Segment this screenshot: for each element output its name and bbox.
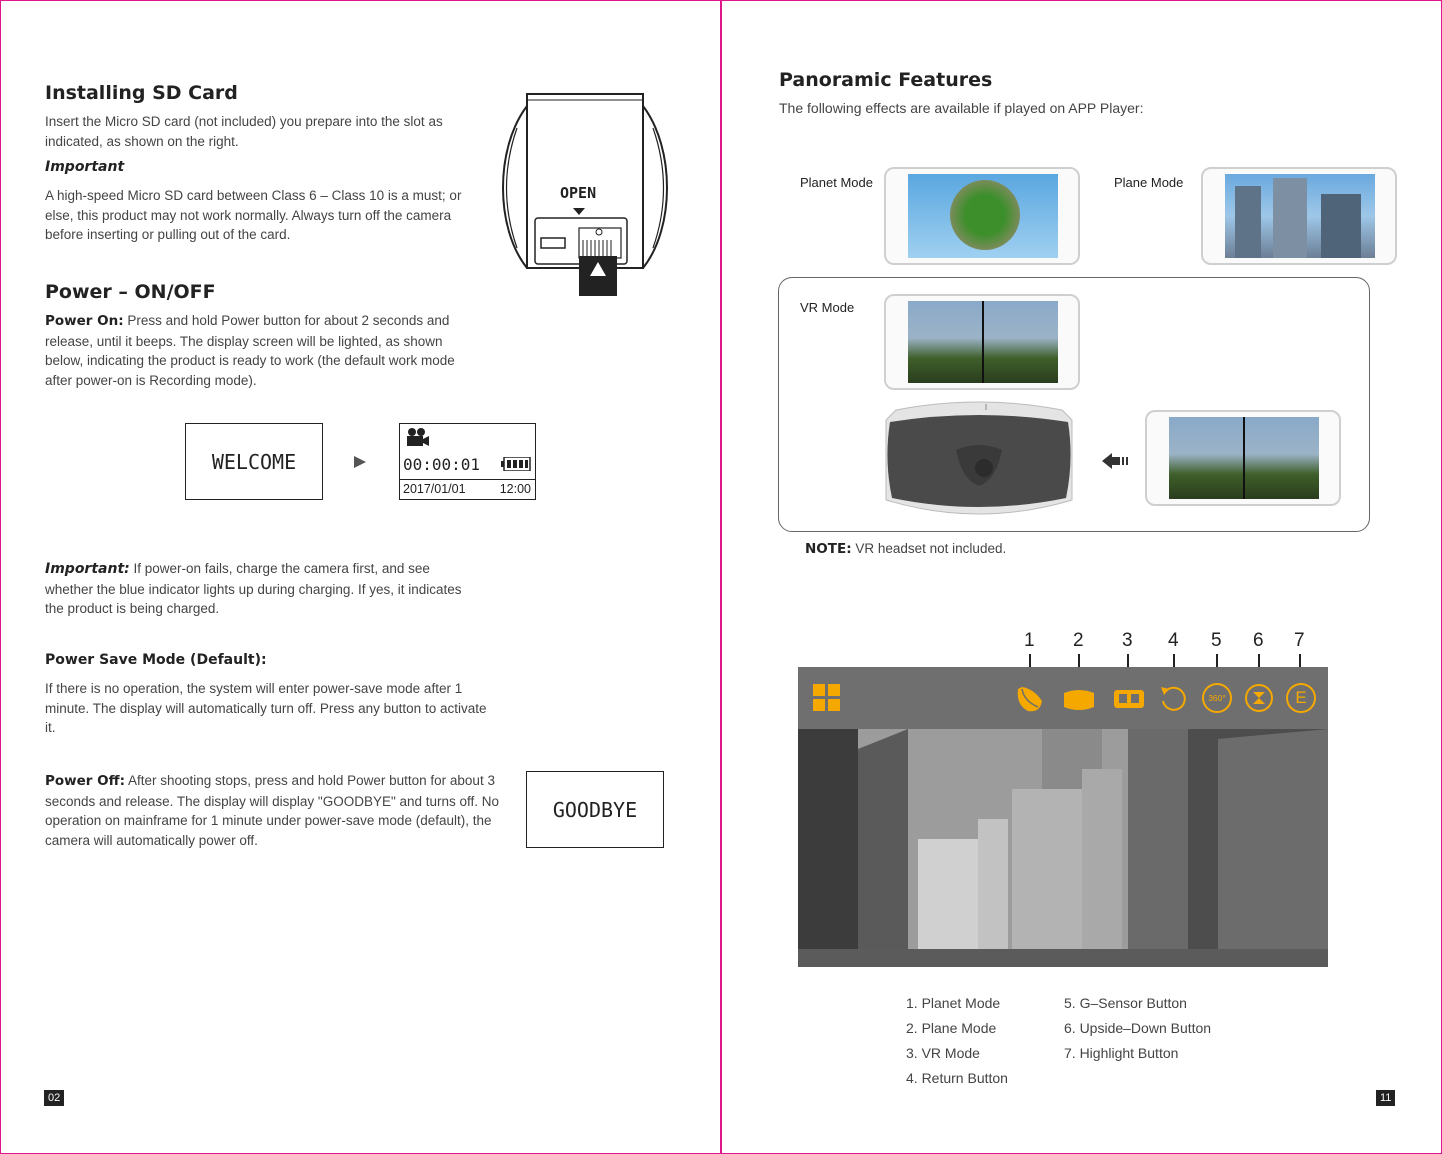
power-off-label: Power Off: xyxy=(45,773,125,789)
lcd-clock: 12:00 xyxy=(499,482,531,496)
open-label: OPEN xyxy=(560,184,597,202)
important-text: A high-speed Micro SD card between Class 6 – Class 10 is a must; or else, this product may not work normally. Always turn off the camera before inserting or pulling out of the card. xyxy=(45,188,462,242)
recording-display xyxy=(399,423,536,500)
power-save-text: If there is no operation, the system will enter power-save mode after 1 minute. The display will automatically turn off. Press any button to activate it. xyxy=(45,681,487,735)
legend-item: 4. Return Button xyxy=(906,1070,1008,1086)
arrow-left-icon xyxy=(1100,451,1130,471)
plane-mode-screen xyxy=(1225,174,1375,258)
plane-mode-label: Plane Mode xyxy=(1114,175,1184,190)
callout-4: 4 xyxy=(1168,630,1179,651)
city-panorama-image xyxy=(798,729,1328,967)
panoramic-intro: The following effects are available if played on APP Player: xyxy=(779,100,1144,116)
power-on-paragraph xyxy=(45,311,475,390)
vr-headset-illustration xyxy=(876,400,1082,522)
important2-paragraph xyxy=(45,559,475,619)
goodbye-display xyxy=(526,771,664,848)
page-number-left: 02 xyxy=(44,1090,64,1106)
planet-image xyxy=(950,180,1020,250)
callout-3: 3 xyxy=(1122,630,1133,651)
vr-mode-screen-2 xyxy=(1169,417,1319,499)
callout-7: 7 xyxy=(1294,630,1305,651)
note-text: VR headset not included. xyxy=(851,541,1007,556)
page-number-right: 11 xyxy=(1376,1090,1395,1106)
plane-icon[interactable] xyxy=(1062,683,1096,713)
legend-item: 6. Upside–Down Button xyxy=(1064,1020,1212,1036)
legend-column-1 xyxy=(906,991,1008,1091)
return-icon[interactable] xyxy=(1158,683,1188,713)
legend-column-2 xyxy=(1064,991,1211,1066)
vr-mode-phone xyxy=(884,294,1080,390)
legend-item: 1. Planet Mode xyxy=(906,995,1001,1011)
power-on-label: Power On: xyxy=(45,313,124,329)
note-paragraph xyxy=(805,539,1006,560)
gsensor-360-icon[interactable]: 360° xyxy=(1202,683,1232,713)
legend-item: 7. Highlight Button xyxy=(1064,1045,1179,1061)
lcd-time: 00:00:01 xyxy=(403,455,481,474)
power-off-text: After shooting stops, press and hold Power button for about 3 seconds and release. The display will display "GOODBYE" and turns off. No operation on mainframe for 1 minute under power-save mode (default), the camera will automatically power off. xyxy=(45,773,500,848)
plane-mode-phone xyxy=(1201,167,1397,265)
legend-item: 3. VR Mode xyxy=(906,1045,980,1061)
center-divider xyxy=(720,0,722,1154)
legend-item: 5. G–Sensor Button xyxy=(1064,995,1187,1011)
note-label: NOTE: xyxy=(805,541,852,557)
vr-mode-label: VR Mode xyxy=(800,300,855,315)
power-off-paragraph xyxy=(45,771,505,850)
grid-icon[interactable] xyxy=(812,683,842,713)
sd-card-text: Insert the Micro SD card (not included) you prepare into the slot as indicated, as shown on the right. xyxy=(45,114,443,149)
vr-mode-screen xyxy=(908,301,1058,383)
power-save-title-rest: (Default): xyxy=(185,652,267,668)
callout-6: 6 xyxy=(1253,630,1264,651)
lcd-divider xyxy=(400,479,535,480)
upside-down-icon[interactable] xyxy=(1244,683,1274,713)
vr-mode-phone-2 xyxy=(1145,410,1341,506)
app-player-view xyxy=(798,667,1328,967)
planet-icon[interactable] xyxy=(1014,683,1044,713)
sd-card-title: Installing SD Card xyxy=(45,82,238,104)
battery-icon xyxy=(501,457,531,471)
important2-text: If power-on fails, charge the camera first, and see whether the blue indicator lights up during charging. If yes, it indicates the product is being charged. xyxy=(45,561,462,616)
power-on-text: Press and hold Power button for about 2 seconds and release, until it beeps. The display screen will be lighted, as shown below, indicating the product is ready to work (the default work mode after power-on is Recording mode). xyxy=(45,313,455,388)
important2-label: Important: xyxy=(45,561,130,577)
important-label: Important xyxy=(45,159,125,175)
highlight-e-icon[interactable]: E xyxy=(1286,683,1316,713)
goodbye-text: GOODBYE xyxy=(552,798,638,822)
power-save-title xyxy=(45,652,267,668)
power-save-title-bold: Power Save Mode xyxy=(45,652,186,668)
welcome-display xyxy=(185,423,323,500)
camera-icon xyxy=(404,427,430,447)
welcome-text: WELCOME xyxy=(211,450,297,474)
lcd-date: 2017/01/01 xyxy=(403,482,466,496)
callout-5: 5 xyxy=(1211,630,1222,651)
callout-1: 1 xyxy=(1024,630,1035,651)
play-arrow-icon xyxy=(352,454,368,470)
callout-2: 2 xyxy=(1073,630,1084,651)
planet-mode-screen xyxy=(908,174,1058,258)
panoramic-title: Panoramic Features xyxy=(779,69,993,91)
planet-mode-phone xyxy=(884,167,1080,265)
planet-mode-label: Planet Mode xyxy=(800,175,873,190)
power-title: Power – ON/OFF xyxy=(45,281,216,303)
legend-item: 2. Plane Mode xyxy=(906,1020,997,1036)
vr-icon[interactable] xyxy=(1112,683,1146,713)
